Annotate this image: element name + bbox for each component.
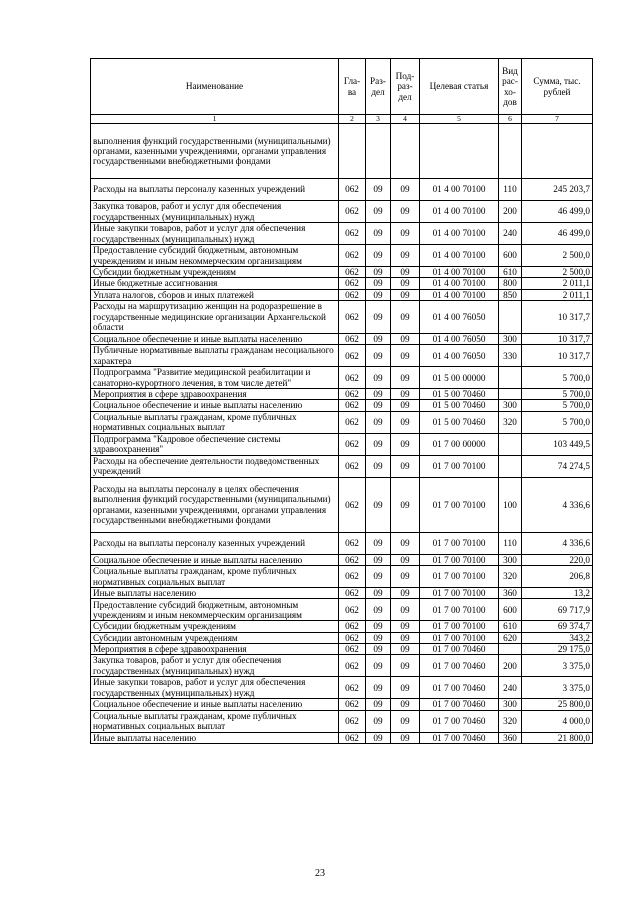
column-number: 4: [391, 115, 420, 124]
row-sum: 13,2: [522, 588, 593, 599]
table-row: [91, 367, 593, 389]
row-vid: 330: [499, 345, 522, 367]
row-glava: 062: [339, 699, 366, 710]
row-sum: 10 317,7: [522, 333, 593, 344]
budget-table: [90, 58, 593, 744]
row-glava: 062: [339, 389, 366, 400]
row-glava: 062: [339, 400, 366, 411]
row-sum: [522, 124, 593, 179]
row-glava: 062: [339, 732, 366, 743]
row-razdel: 09: [366, 732, 391, 743]
table-row: [91, 267, 593, 278]
row-razdel: 09: [366, 566, 391, 588]
row-sum: 2 011,1: [522, 278, 593, 289]
row-target: 01 7 00 70100: [420, 566, 499, 588]
row-name: Иные закупки товаров, работ и услуг для обеспечения государственных (муниципальных) нужд: [91, 223, 339, 245]
table-row: [91, 411, 593, 433]
row-name: Расходы на обеспечение деятельности подведомственных учреждений: [91, 455, 339, 477]
row-vid: 360: [499, 588, 522, 599]
row-glava: 062: [339, 621, 366, 632]
header-sum: Сумма, тыс. рублей: [522, 59, 593, 115]
row-glava: [339, 124, 366, 179]
row-razdel: 09: [366, 699, 391, 710]
row-podrazdel: 09: [391, 278, 420, 289]
row-vid: 240: [499, 677, 522, 699]
row-vid: 600: [499, 245, 522, 267]
row-name: Публичные нормативные выплаты гражданам несоциального характера: [91, 345, 339, 367]
row-glava: 062: [339, 245, 366, 267]
row-name: Мероприятия в сфере здравоохранения: [91, 643, 339, 654]
row-podrazdel: 09: [391, 655, 420, 677]
row-podrazdel: 09: [391, 179, 420, 201]
row-podrazdel: 09: [391, 732, 420, 743]
row-sum: 245 203,7: [522, 179, 593, 201]
row-vid: 360: [499, 732, 522, 743]
row-name: Расходы на маршрутизацию женщин на родоразрешение в государственные медицинские организации Архангельской области: [91, 300, 339, 333]
column-number: 2: [339, 115, 366, 124]
row-vid: [499, 643, 522, 654]
row-podrazdel: 09: [391, 223, 420, 245]
row-name: Уплата налогов, сборов и иных платежей: [91, 289, 339, 300]
row-razdel: 09: [366, 367, 391, 389]
row-name: Предоставление субсидий бюджетным, автономным учреждениям и иным некоммерческим организациям: [91, 245, 339, 267]
row-podrazdel: 09: [391, 300, 420, 333]
row-glava: 062: [339, 223, 366, 245]
table-row: [91, 532, 593, 554]
row-name: Субсидии бюджетным учреждениям: [91, 267, 339, 278]
row-name: Мероприятия в сфере здравоохранения: [91, 389, 339, 400]
row-razdel: 09: [366, 477, 391, 532]
row-target: 01 7 00 70100: [420, 588, 499, 599]
row-target: 01 7 00 70100: [420, 477, 499, 532]
row-sum: 4 336,6: [522, 477, 593, 532]
row-glava: 062: [339, 345, 366, 367]
row-target: 01 5 00 70460: [420, 389, 499, 400]
row-razdel: 09: [366, 333, 391, 344]
row-sum: 4 000,0: [522, 710, 593, 732]
row-glava: 062: [339, 677, 366, 699]
row-target: 01 5 00 70460: [420, 400, 499, 411]
row-razdel: 09: [366, 677, 391, 699]
table-row: [91, 632, 593, 643]
row-name: Социальное обеспечение и иные выплаты населению: [91, 400, 339, 411]
row-target: [420, 124, 499, 179]
row-sum: 5 700,0: [522, 367, 593, 389]
row-razdel: 09: [366, 201, 391, 223]
row-vid: 610: [499, 267, 522, 278]
row-target: 01 7 00 70460: [420, 710, 499, 732]
row-podrazdel: 09: [391, 267, 420, 278]
row-razdel: 09: [366, 278, 391, 289]
row-podrazdel: 09: [391, 433, 420, 455]
row-vid: 300: [499, 400, 522, 411]
row-razdel: 09: [366, 400, 391, 411]
row-podrazdel: 09: [391, 588, 420, 599]
header-vid: Вид рас-хо-дов: [499, 59, 522, 115]
row-vid: [499, 367, 522, 389]
row-vid: 320: [499, 411, 522, 433]
row-name: выполнения функций государственными (муниципальными) органами, казенными учреждениями, органами управления государственными внебюджетными фондами: [91, 124, 339, 179]
row-vid: 300: [499, 554, 522, 565]
row-razdel: 09: [366, 179, 391, 201]
row-razdel: 09: [366, 621, 391, 632]
row-vid: [499, 124, 522, 179]
row-vid: 100: [499, 477, 522, 532]
row-podrazdel: 09: [391, 201, 420, 223]
table-row: [91, 566, 593, 588]
table-row: [91, 300, 593, 333]
row-target: 01 4 00 76050: [420, 345, 499, 367]
row-glava: 062: [339, 433, 366, 455]
row-vid: 600: [499, 599, 522, 621]
table-row: [91, 732, 593, 743]
column-number-row: [91, 115, 593, 124]
row-vid: [499, 455, 522, 477]
row-sum: 103 449,5: [522, 433, 593, 455]
row-target: 01 4 00 76050: [420, 333, 499, 344]
row-razdel: 09: [366, 554, 391, 565]
row-glava: 062: [339, 367, 366, 389]
row-vid: 200: [499, 655, 522, 677]
row-target: 01 7 00 70460: [420, 732, 499, 743]
table-row: [91, 599, 593, 621]
row-razdel: 09: [366, 267, 391, 278]
column-number: 1: [91, 115, 339, 124]
row-vid: 320: [499, 566, 522, 588]
row-sum: 206,8: [522, 566, 593, 588]
header-target: Целевая статья: [420, 59, 499, 115]
row-razdel: 09: [366, 588, 391, 599]
row-target: 01 4 00 70100: [420, 278, 499, 289]
row-vid: 800: [499, 278, 522, 289]
row-podrazdel: 09: [391, 699, 420, 710]
row-glava: 062: [339, 643, 366, 654]
row-glava: 062: [339, 532, 366, 554]
row-name: Иные закупки товаров, работ и услуг для обеспечения государственных (муниципальных) нужд: [91, 677, 339, 699]
row-podrazdel: 09: [391, 455, 420, 477]
row-podrazdel: 09: [391, 599, 420, 621]
page-number: 23: [315, 868, 325, 879]
row-podrazdel: 09: [391, 621, 420, 632]
row-sum: 69 374,7: [522, 621, 593, 632]
row-sum: 2 500,0: [522, 245, 593, 267]
table-row: [91, 223, 593, 245]
row-sum: 3 375,0: [522, 677, 593, 699]
row-sum: 10 317,7: [522, 345, 593, 367]
row-target: 01 4 00 70100: [420, 179, 499, 201]
row-sum: 5 700,0: [522, 411, 593, 433]
row-target: 01 5 00 00000: [420, 367, 499, 389]
row-razdel: 09: [366, 643, 391, 654]
row-glava: 062: [339, 566, 366, 588]
row-name: Социальное обеспечение и иные выплаты населению: [91, 333, 339, 344]
table-row: [91, 124, 593, 179]
row-vid: 850: [499, 289, 522, 300]
row-vid: 110: [499, 179, 522, 201]
row-sum: 46 499,0: [522, 201, 593, 223]
row-name: Иные бюджетные ассигнования: [91, 278, 339, 289]
row-razdel: [366, 124, 391, 179]
row-target: 01 4 00 76050: [420, 300, 499, 333]
row-razdel: 09: [366, 289, 391, 300]
row-target: 01 7 00 70100: [420, 632, 499, 643]
table-row: [91, 400, 593, 411]
row-name: Социальное обеспечение и иные выплаты населению: [91, 699, 339, 710]
table-row: [91, 201, 593, 223]
row-target: 01 4 00 70100: [420, 245, 499, 267]
table-body: [91, 124, 593, 744]
row-name: Предоставление субсидий бюджетным, автономным учреждениям и иным некоммерческим организациям: [91, 599, 339, 621]
row-razdel: 09: [366, 632, 391, 643]
row-razdel: 09: [366, 599, 391, 621]
row-razdel: 09: [366, 300, 391, 333]
row-sum: 3 375,0: [522, 655, 593, 677]
row-razdel: 09: [366, 411, 391, 433]
row-target: 01 4 00 70100: [420, 289, 499, 300]
row-glava: 062: [339, 300, 366, 333]
row-podrazdel: [391, 124, 420, 179]
row-sum: 74 274,5: [522, 455, 593, 477]
row-sum: 220,0: [522, 554, 593, 565]
column-number: 3: [366, 115, 391, 124]
row-target: 01 7 00 70100: [420, 621, 499, 632]
row-name: Социальные выплаты гражданам, кроме публичных нормативных социальных выплат: [91, 411, 339, 433]
row-name: Иные выплаты населению: [91, 732, 339, 743]
row-name: Подпрограмма "Кадровое обеспечение системы здравоохранения": [91, 433, 339, 455]
table-row: [91, 345, 593, 367]
row-podrazdel: 09: [391, 710, 420, 732]
table-row: [91, 433, 593, 455]
row-podrazdel: 09: [391, 532, 420, 554]
row-sum: 21 800,0: [522, 732, 593, 743]
row-sum: 5 700,0: [522, 400, 593, 411]
row-razdel: 09: [366, 223, 391, 245]
row-glava: 062: [339, 289, 366, 300]
row-name: Иные выплаты населению: [91, 588, 339, 599]
row-target: 01 7 00 70100: [420, 532, 499, 554]
row-glava: 062: [339, 278, 366, 289]
row-sum: 2 011,1: [522, 289, 593, 300]
table-row: [91, 655, 593, 677]
row-podrazdel: 09: [391, 245, 420, 267]
column-number: 7: [522, 115, 593, 124]
row-razdel: 09: [366, 710, 391, 732]
row-sum: 10 317,7: [522, 300, 593, 333]
row-vid: 110: [499, 532, 522, 554]
table-row: [91, 179, 593, 201]
row-vid: 300: [499, 699, 522, 710]
row-razdel: 09: [366, 655, 391, 677]
table-row: [91, 333, 593, 344]
row-podrazdel: 09: [391, 345, 420, 367]
table-row: [91, 278, 593, 289]
header-name: Наименование: [91, 59, 339, 115]
column-number: 5: [420, 115, 499, 124]
row-name: Социальные выплаты гражданам, кроме публичных нормативных социальных выплат: [91, 710, 339, 732]
row-target: 01 7 00 70100: [420, 455, 499, 477]
row-name: Социальное обеспечение и иные выплаты населению: [91, 554, 339, 565]
row-razdel: 09: [366, 433, 391, 455]
row-glava: 062: [339, 477, 366, 532]
table-header-row: [91, 59, 593, 115]
row-target: 01 4 00 70100: [420, 201, 499, 223]
row-target: 01 7 00 70460: [420, 643, 499, 654]
row-sum: 25 800,0: [522, 699, 593, 710]
row-target: 01 7 00 00000: [420, 433, 499, 455]
row-sum: 46 499,0: [522, 223, 593, 245]
row-glava: 062: [339, 201, 366, 223]
row-vid: 320: [499, 710, 522, 732]
table-row: [91, 621, 593, 632]
row-target: 01 7 00 70460: [420, 699, 499, 710]
row-glava: 062: [339, 588, 366, 599]
table-row: [91, 245, 593, 267]
row-target: 01 7 00 70100: [420, 554, 499, 565]
header-glava: Гла-ва: [339, 59, 366, 115]
row-podrazdel: 09: [391, 367, 420, 389]
row-sum: 343,2: [522, 632, 593, 643]
row-vid: [499, 300, 522, 333]
row-vid: 200: [499, 201, 522, 223]
row-vid: [499, 433, 522, 455]
row-razdel: 09: [366, 245, 391, 267]
row-sum: 2 500,0: [522, 267, 593, 278]
table-row: [91, 289, 593, 300]
row-glava: 062: [339, 179, 366, 201]
row-target: 01 7 00 70460: [420, 655, 499, 677]
row-name: Расходы на выплаты персоналу казенных учреждений: [91, 532, 339, 554]
table-row: [91, 699, 593, 710]
row-podrazdel: 09: [391, 389, 420, 400]
row-podrazdel: 09: [391, 411, 420, 433]
row-razdel: 09: [366, 532, 391, 554]
row-glava: 062: [339, 710, 366, 732]
row-glava: 062: [339, 333, 366, 344]
row-target: 01 4 00 70100: [420, 267, 499, 278]
row-vid: 610: [499, 621, 522, 632]
table-row: [91, 455, 593, 477]
row-glava: 062: [339, 267, 366, 278]
column-number: 6: [499, 115, 522, 124]
row-podrazdel: 09: [391, 632, 420, 643]
table-row: [91, 477, 593, 532]
row-razdel: 09: [366, 389, 391, 400]
row-target: 01 7 00 70100: [420, 599, 499, 621]
row-sum: 29 175,0: [522, 643, 593, 654]
row-name: Субсидии бюджетным учреждениям: [91, 621, 339, 632]
row-podrazdel: 09: [391, 554, 420, 565]
row-target: 01 4 00 70100: [420, 223, 499, 245]
row-name: Закупка товаров, работ и услуг для обеспечения государственных (муниципальных) нужд: [91, 201, 339, 223]
row-glava: 062: [339, 599, 366, 621]
row-target: 01 7 00 70460: [420, 677, 499, 699]
row-razdel: 09: [366, 345, 391, 367]
row-podrazdel: 09: [391, 400, 420, 411]
row-podrazdel: 09: [391, 289, 420, 300]
row-glava: 062: [339, 655, 366, 677]
row-sum: 69 717,9: [522, 599, 593, 621]
row-podrazdel: 09: [391, 677, 420, 699]
row-name: Расходы на выплаты персоналу казенных учреждений: [91, 179, 339, 201]
row-target: 01 5 00 70460: [420, 411, 499, 433]
row-glava: 062: [339, 632, 366, 643]
row-podrazdel: 09: [391, 566, 420, 588]
row-vid: 240: [499, 223, 522, 245]
row-podrazdel: 09: [391, 643, 420, 654]
header-razdel: Раз-дел: [366, 59, 391, 115]
row-name: Социальные выплаты гражданам, кроме публичных нормативных социальных выплат: [91, 566, 339, 588]
table-row: [91, 643, 593, 654]
row-podrazdel: 09: [391, 477, 420, 532]
table-row: [91, 554, 593, 565]
row-razdel: 09: [366, 455, 391, 477]
row-sum: 4 336,6: [522, 532, 593, 554]
row-vid: [499, 389, 522, 400]
table-row: [91, 588, 593, 599]
row-glava: 062: [339, 554, 366, 565]
row-podrazdel: 09: [391, 333, 420, 344]
row-name: Подпрограмма "Развитие медицинской реабилитации и санаторно-курортного лечения, в том числе детей": [91, 367, 339, 389]
table-row: [91, 677, 593, 699]
row-name: Субсидии автономным учреждениям: [91, 632, 339, 643]
table-row: [91, 710, 593, 732]
row-vid: 620: [499, 632, 522, 643]
row-name: Закупка товаров, работ и услуг для обеспечения государственных (муниципальных) нужд: [91, 655, 339, 677]
row-vid: 300: [499, 333, 522, 344]
row-name: Расходы на выплаты персоналу в целях обеспечения выполнения функций государственными (муниципальными) органами, казенными учреждениями, органами управления государственными внебюджетными фондами: [91, 477, 339, 532]
row-glava: 062: [339, 455, 366, 477]
header-podrazdel: Под-раз-дел: [391, 59, 420, 115]
table-row: [91, 389, 593, 400]
row-glava: 062: [339, 411, 366, 433]
row-sum: 5 700,0: [522, 389, 593, 400]
